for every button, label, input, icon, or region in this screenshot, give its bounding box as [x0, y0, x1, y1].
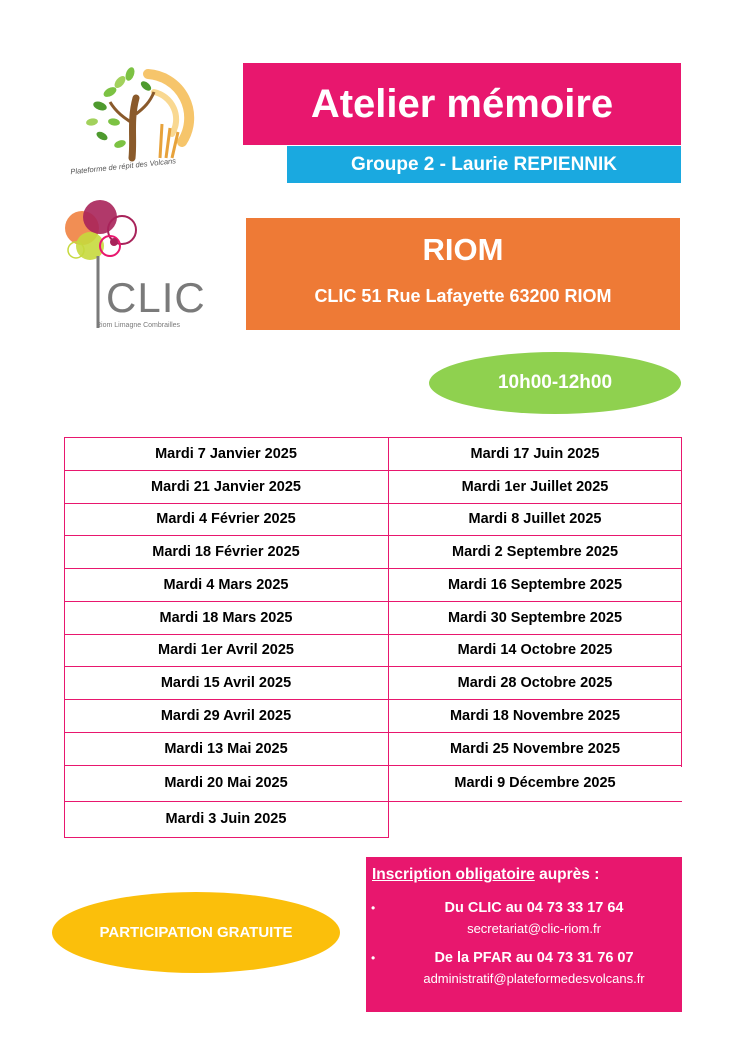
- pfar-phone: De la PFAR au 04 73 31 76 07: [434, 950, 634, 966]
- date-cell-left: Mardi 15 Avril 2025: [160, 674, 292, 691]
- date-cell-right: Mardi 2 Septembre 2025: [451, 543, 619, 560]
- date-cell-left: Mardi 4 Février 2025: [156, 511, 296, 527]
- date-cell-left: Mardi 29 Avril 2025: [160, 707, 292, 724]
- free-participation-badge: PARTICIPATION GRATUITE: [52, 892, 340, 973]
- date-cell-right: Mardi 18 Novembre 2025: [449, 707, 621, 724]
- date-cell-left: Mardi 4 Mars 2025: [163, 576, 289, 593]
- date-cell-right: Mardi 14 Octobre 2025: [457, 642, 613, 658]
- date-cell-right: Mardi 8 Juillet 2025: [468, 511, 602, 527]
- date-cell-left: Mardi 13 Mai 2025: [164, 740, 288, 757]
- date-cell-right: Mardi 1er Juillet 2025: [461, 478, 609, 495]
- date-cell-right: Mardi 17 Juin 2025: [470, 445, 600, 462]
- date-cell-left: Mardi 7 Janvier 2025: [155, 445, 297, 462]
- date-cell-right: Mardi 9 Décembre 2025: [454, 775, 616, 791]
- location-address: CLIC 51 Rue Lafayette 63200 RIOM: [314, 286, 612, 306]
- bullet-icon: •: [371, 901, 376, 915]
- clic-phone: Du CLIC au 04 73 33 17 64: [444, 900, 624, 916]
- bullet-icon: •: [371, 951, 376, 965]
- location-box: [246, 218, 680, 330]
- date-cell-right: Mardi 28 Octobre 2025: [457, 674, 613, 691]
- date-cell-left: Mardi 1er Avril 2025: [158, 642, 294, 658]
- date-cell-left: Mardi 20 Mai 2025: [164, 775, 288, 791]
- date-cell-right: Mardi 16 Septembre 2025: [447, 576, 623, 593]
- pfar-email[interactable]: administratif@plateformedesvolcans.fr: [423, 971, 645, 986]
- table-border-bottom: [64, 837, 389, 838]
- clic-logo-word: CLIC: [106, 274, 206, 321]
- date-cell-left: Mardi 18 Février 2025: [152, 543, 300, 560]
- registration-title-underlined: Inscription obligatoire: [372, 866, 535, 883]
- date-cell-right: Mardi 30 Septembre 2025: [447, 609, 623, 626]
- pfar-logo-text: Plateforme de répit des Volcans: [69, 156, 177, 177]
- time-badge: 10h00-12h00: [429, 352, 681, 414]
- registration-box: [366, 857, 682, 1012]
- group-label: Groupe 2 - Laurie REPIENNIK: [287, 146, 681, 183]
- clic-email[interactable]: secretariat@clic-riom.fr: [467, 921, 601, 936]
- location-city: RIOM: [422, 232, 504, 267]
- dates-table: [64, 437, 682, 838]
- registration-title: [372, 866, 599, 884]
- date-cell-left: Mardi 21 Janvier 2025: [151, 478, 301, 495]
- date-cell-right: Mardi 25 Novembre 2025: [449, 740, 621, 757]
- registration-title-rest: auprès :: [534, 866, 600, 883]
- page-title: Atelier mémoire: [243, 63, 681, 145]
- clic-logo-subtitle: Riom Limagne Combrailles: [96, 322, 181, 329]
- date-cell-left: Mardi 3 Juin 2025: [165, 811, 287, 827]
- date-cell-left: Mardi 18 Mars 2025: [159, 609, 293, 626]
